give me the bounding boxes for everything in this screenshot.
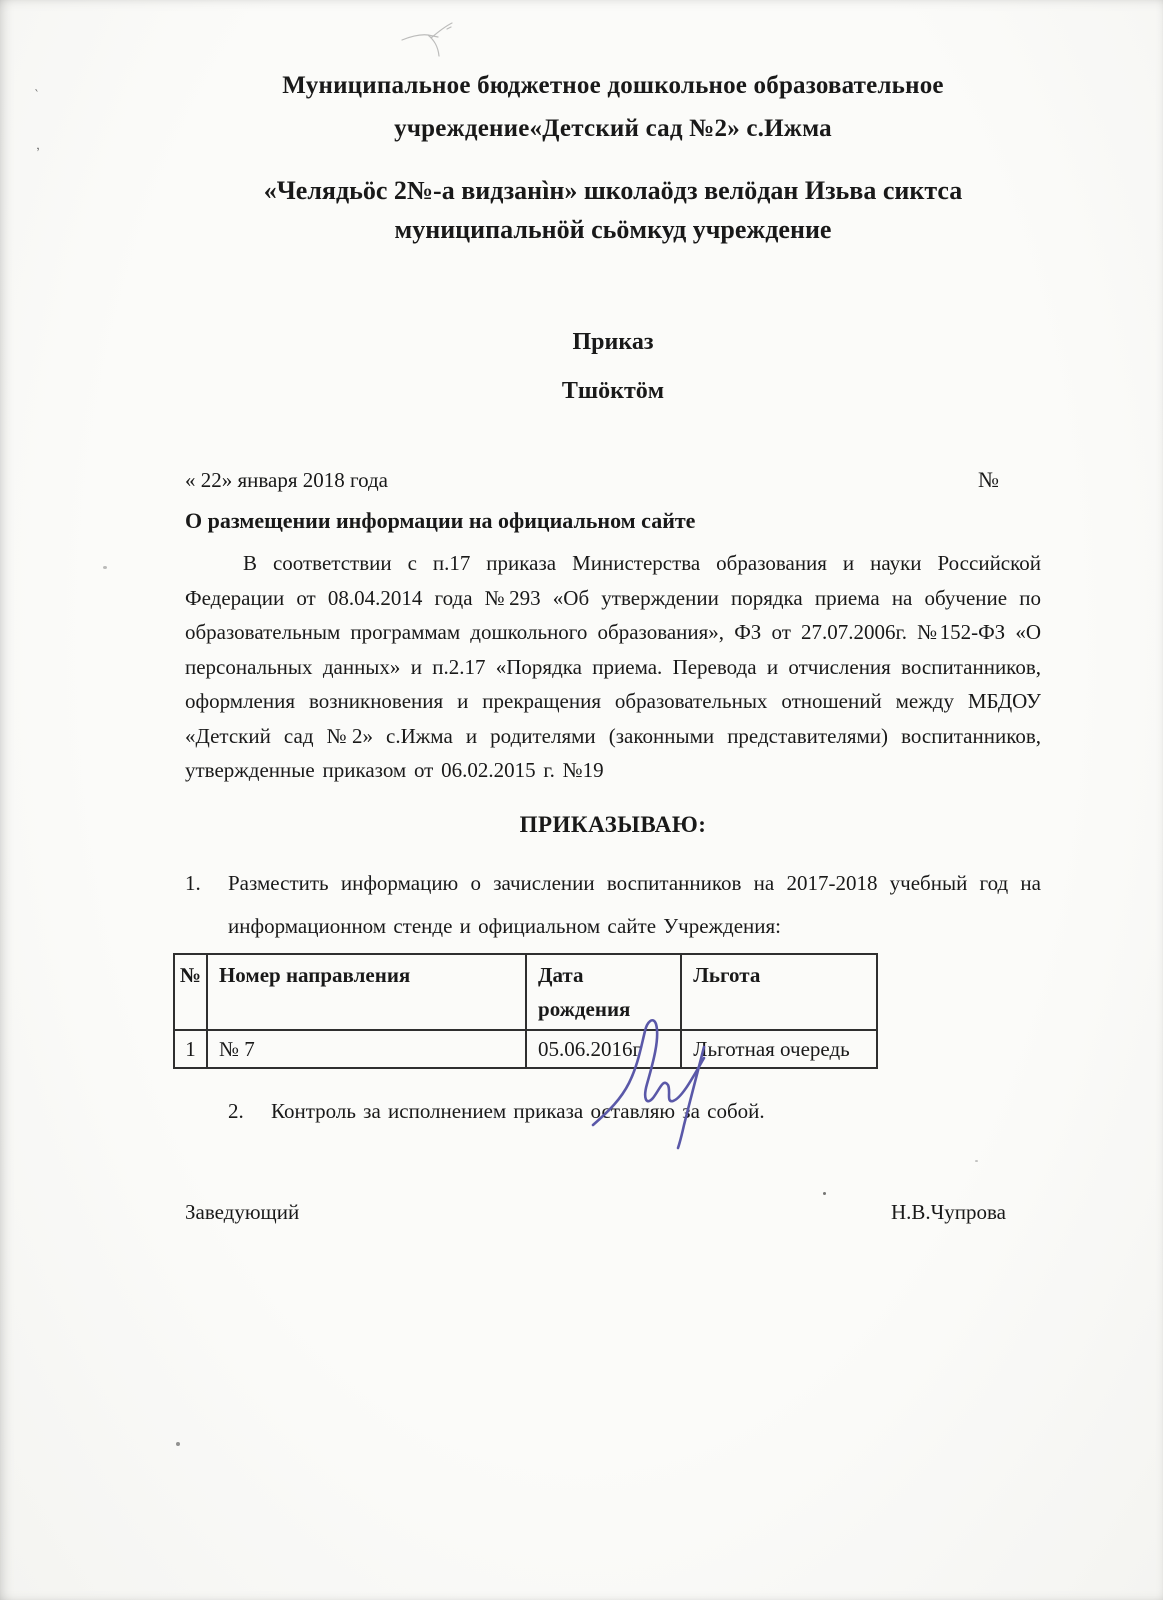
item-text: Разместить информацию о зачислении воспитанников на 2017-2018 учебный год на информационном стенде и официальном сайте Учреждения: [228, 870, 1041, 938]
organization-title-komi: «Челядьӧс 2№-а видзанìн» школаӧдз велӧдан Изьва сиктса муниципальнӧй сьӧмкуд учреждение [263, 176, 963, 244]
speck-artifact [823, 1192, 826, 1195]
preamble-paragraph: В соответствии с п.17 приказа Министерства образования и науки Российской Федерации от 08.04.2014 года №293 «Об утверждении порядка приема на обучение по образовательным программам дошкольного образования», ФЗ от 27.07.2006г. №152-ФЗ «О персональных данных» и п.2.17 «Порядка приема. Перевода и отчисления воспитанников, оформления возникновения и прекращения образовательных отношений между МБДОУ «Детский сад №2» с.Ижма и родителями (законными представителями) воспитанников, утвержденные приказом от 06.02.2015 г. №19 [185, 551, 1041, 782]
table-row [174, 1030, 877, 1068]
item-number: 2. [228, 1098, 244, 1123]
speck-artifact [975, 1160, 978, 1162]
order-heading: ПРИКАЗЫВАЮ: [519, 811, 707, 837]
table-header-referral-number: Номер направления [207, 954, 526, 1030]
date-number-row [185, 467, 1041, 493]
document-type-russian: Приказ [572, 329, 654, 355]
table-header-index: № [174, 954, 207, 1030]
cell-birth-date: 05.06.2016г [526, 1030, 681, 1068]
table-header-benefit: Льгота [681, 954, 877, 1030]
document-number-label: № [978, 467, 999, 492]
edge-artifact: , [34, 137, 41, 154]
cell-referral-number: № 7 [207, 1030, 526, 1068]
item-number: 1. [185, 870, 201, 895]
document-subject: О размещении информации на официальном сайте [185, 508, 696, 533]
table-header-birth-date: Дата рождения [526, 954, 681, 1030]
pencil-scribble-artifact [398, 16, 488, 64]
edge-artifact: ` [31, 87, 40, 104]
signatory-position: Заведующий [185, 1199, 300, 1224]
signature-row [185, 1200, 1041, 1225]
item-text: Контроль за исполнением приказа оставляю за собой. [271, 1098, 765, 1123]
placements-table [173, 953, 878, 1069]
handwritten-signature-icon [583, 1005, 723, 1150]
cell-benefit: Льготная очередь [681, 1030, 877, 1068]
speck-artifact [103, 566, 107, 569]
speck-artifact [176, 1442, 180, 1446]
organization-title-russian: Муниципальное бюджетное дошкольное образовательное учреждение«Детский сад №2» с.Ижма [282, 72, 944, 142]
table-header-row [174, 954, 877, 1030]
document-date: « 22» января 2018 года [185, 468, 389, 492]
cell-index: 1 [174, 1030, 207, 1068]
document-type-komi: Тшӧктӧм [561, 378, 665, 404]
signatory-name: Н.В.Чупрова [890, 1199, 1006, 1224]
order-item-1 [185, 862, 1041, 948]
